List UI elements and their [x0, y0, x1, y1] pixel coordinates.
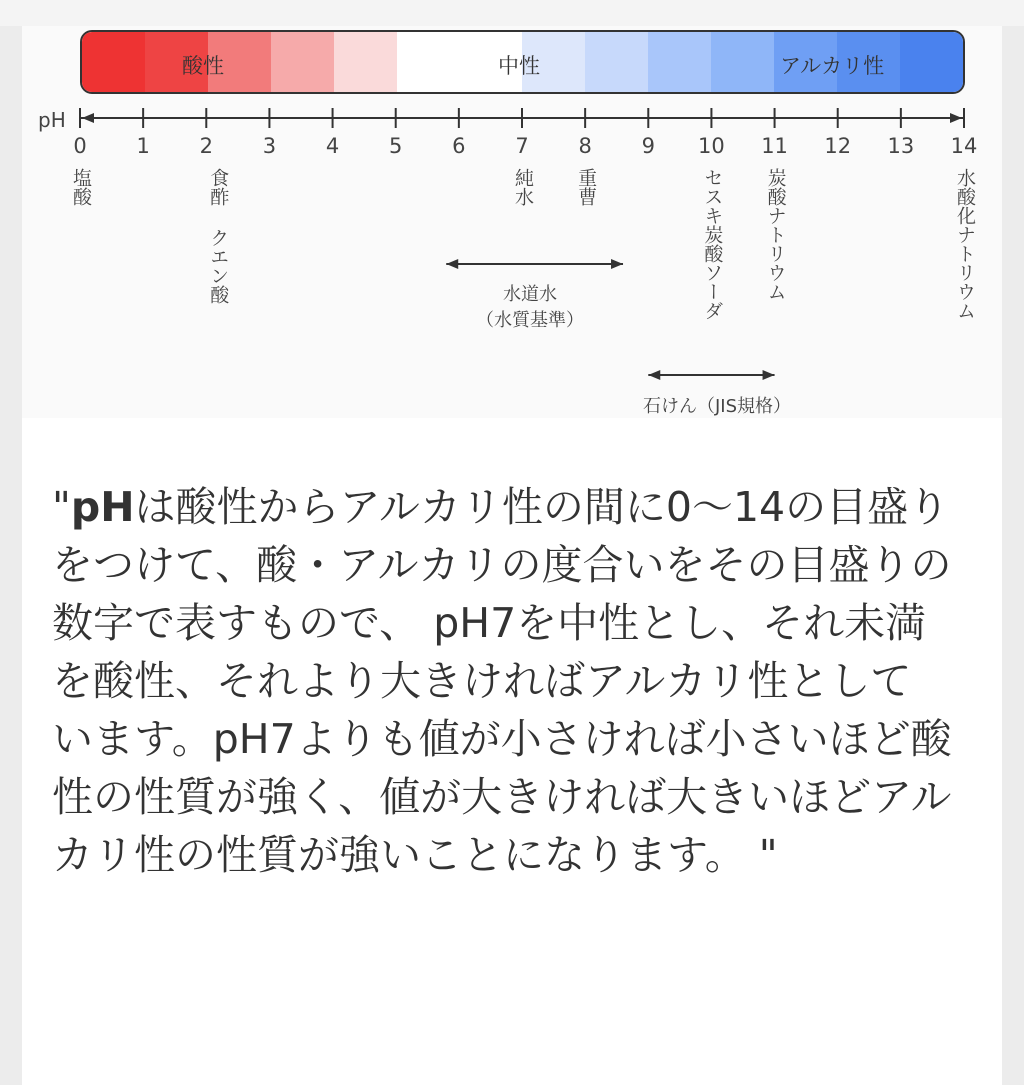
substance-label: 炭酸ナトリウム — [764, 168, 787, 301]
substance-label: 塩酸 — [70, 168, 92, 206]
ph-tick-label: 4 — [325, 134, 340, 158]
acid-label: 酸性 — [182, 54, 224, 78]
soap-range-arrow-right — [763, 370, 775, 380]
close-quote: " — [745, 831, 778, 879]
ph-bold: pH — [70, 483, 135, 531]
open-quote: " — [52, 483, 71, 531]
soap-range-label: 石けん（JIS規格） — [642, 396, 792, 417]
substance-label: セスキ炭酸ソーダ — [701, 168, 724, 320]
ph-tick-label: 14 — [950, 134, 978, 158]
alkali-label: アルカリ性 — [780, 54, 885, 78]
tap-water-range-arrow-right — [611, 259, 623, 269]
axis-arrow-left — [82, 113, 94, 123]
axis-arrow-right — [950, 113, 962, 123]
ph-tick-label: 10 — [698, 134, 725, 158]
ph-tick-label: 7 — [515, 134, 529, 158]
ph-tick-label: 11 — [761, 134, 788, 158]
tap-water-standard-label: （水質基準） — [476, 310, 584, 331]
ph-tick-label: 2 — [199, 134, 213, 158]
ph-explanation — [52, 478, 952, 884]
substance-label: 重曹 — [575, 168, 598, 206]
ph-tick-label: 12 — [824, 134, 852, 158]
ph-tick-label: 1 — [136, 134, 150, 158]
ph-tick-label: 5 — [389, 134, 403, 158]
substance-label: 純水 — [512, 168, 534, 206]
tap-water-label: 水道水 — [503, 284, 557, 305]
substance-label: 食酢 クエン酸 — [207, 168, 230, 304]
ph-tick-label: 6 — [452, 134, 466, 158]
tap-water-range-arrow-left — [446, 259, 458, 269]
substance-label: 水酸化ナトリウム — [954, 168, 976, 320]
ph-tick-label: 0 — [73, 134, 87, 158]
ph-tick-label: 3 — [262, 134, 277, 158]
ph-axis-label: pH — [38, 108, 66, 132]
ph-scale — [0, 0, 1024, 430]
ph-tick-label: 9 — [641, 134, 655, 158]
explanation-body: は酸性からアルカリ性の間に0〜14の目盛りをつけて、酸・アルカリの度合いをその目盛りの数字で表すもので、 pH7を中性とし、それ未満を酸性、それより大きければアルカリ性としています。pH7よりも値が小さければ小さいほど酸性の性質が強く、値が大きければ大きいほどアルカリ性の性質が強いことになります。 — [52, 483, 952, 879]
soap-range-arrow-left — [648, 370, 660, 380]
ph-tick-label: 13 — [887, 134, 915, 158]
ph-tick-label: 8 — [578, 134, 592, 158]
neutral-label: 中性 — [498, 54, 540, 78]
